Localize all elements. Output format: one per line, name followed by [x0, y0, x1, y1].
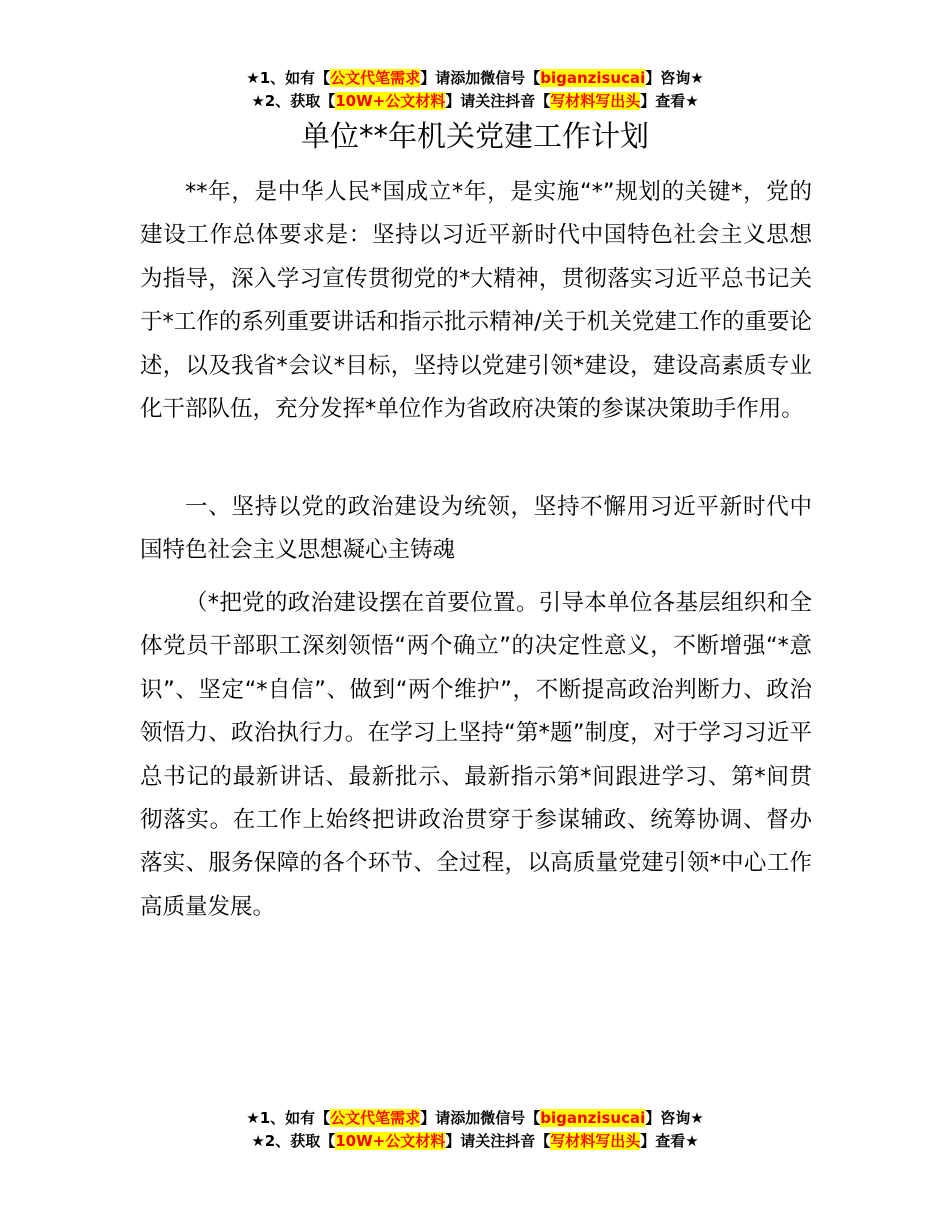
banner-line-2-prefix: ★2、获取【 — [251, 1132, 336, 1150]
banner-line-2 — [0, 1130, 950, 1153]
section-heading-text: 一、坚持以党的政治建设为统领，坚持不懈用习近平新时代中国特色社会主义思想凝心主铸魂 — [140, 494, 812, 564]
banner-line-1-middle: 】请添加微信号【 — [420, 1109, 541, 1127]
banner-highlight-materials: 10W+公文材料 — [335, 92, 446, 110]
section-heading-1 — [140, 486, 812, 573]
banner-line-2 — [0, 90, 950, 113]
banner-highlight-writing-service: 公文代笔需求 — [330, 69, 421, 87]
banner-line-2-suffix: 】查看★ — [640, 92, 699, 110]
banner-line-1 — [0, 1107, 950, 1130]
banner-line-2-middle: 】请关注抖音【 — [445, 92, 551, 110]
header-banner — [0, 67, 950, 113]
banner-line-1-suffix: 】咨询★ — [645, 1109, 704, 1127]
banner-line-2-prefix: ★2、获取【 — [251, 92, 336, 110]
paragraph-text: **年，是中华人民*国成立*年，是实施“*”规划的关键*，党的建设工作总体要求是：坚持以习近平新时代中国特色社会主义思想为指导，深入学习宣传贯彻党的*大精神，贯彻落实习近平总书记关于*工作的系列重要讲话和指示批示精神/关于机关党建工作的重要论述，以及我省*会议*目标，坚持以党建引领*建设，建设高素质专业化干部队伍，充分发挥*单位作为省政府决策的参谋决策助手作用。 — [140, 179, 812, 423]
banner-line-2-suffix: 】查看★ — [640, 1132, 699, 1150]
document-title: 单位**年机关党建工作计划 — [300, 119, 649, 153]
paragraph-section-1-item — [140, 582, 812, 929]
banner-line-1 — [0, 67, 950, 90]
banner-highlight-wechat-id: biganzisucai — [540, 69, 646, 87]
paragraph-intro — [140, 171, 812, 431]
banner-line-1-prefix: ★1、如有【 — [246, 69, 331, 87]
banner-line-1-prefix: ★1、如有【 — [246, 1109, 331, 1127]
footer-banner — [0, 1107, 950, 1153]
banner-highlight-materials: 10W+公文材料 — [335, 1132, 446, 1150]
banner-highlight-writing-service: 公文代笔需求 — [330, 1109, 421, 1127]
paragraph-text: （*把党的政治建设摆在首要位置。引导本单位各基层组织和全体党员干部职工深刻领悟“两个确立”的决定性意义，不断增强“*意识”、坚定“*自信”、做到“两个维护”，不断提高政治判断力、政治领悟力、政治执行力。在学习上坚持“第*题”制度，对于学习习近平总书记的最新讲话、最新批示、最新指示第*间跟进学习、第*间贯彻落实。在工作上始终把讲政治贯穿于参谋辅政、统筹协调、督办落实、服务保障的各个环节、全过程，以高质量党建引领*中心工作高质量发展。 — [140, 590, 812, 920]
banner-line-2-middle: 】请关注抖音【 — [445, 1132, 551, 1150]
banner-line-1-suffix: 】咨询★ — [645, 69, 704, 87]
banner-highlight-douyin-account: 写材料写出头 — [550, 1132, 641, 1150]
banner-line-1-middle: 】请添加微信号【 — [420, 69, 541, 87]
banner-highlight-douyin-account: 写材料写出头 — [550, 92, 641, 110]
banner-highlight-wechat-id: biganzisucai — [540, 1109, 646, 1127]
